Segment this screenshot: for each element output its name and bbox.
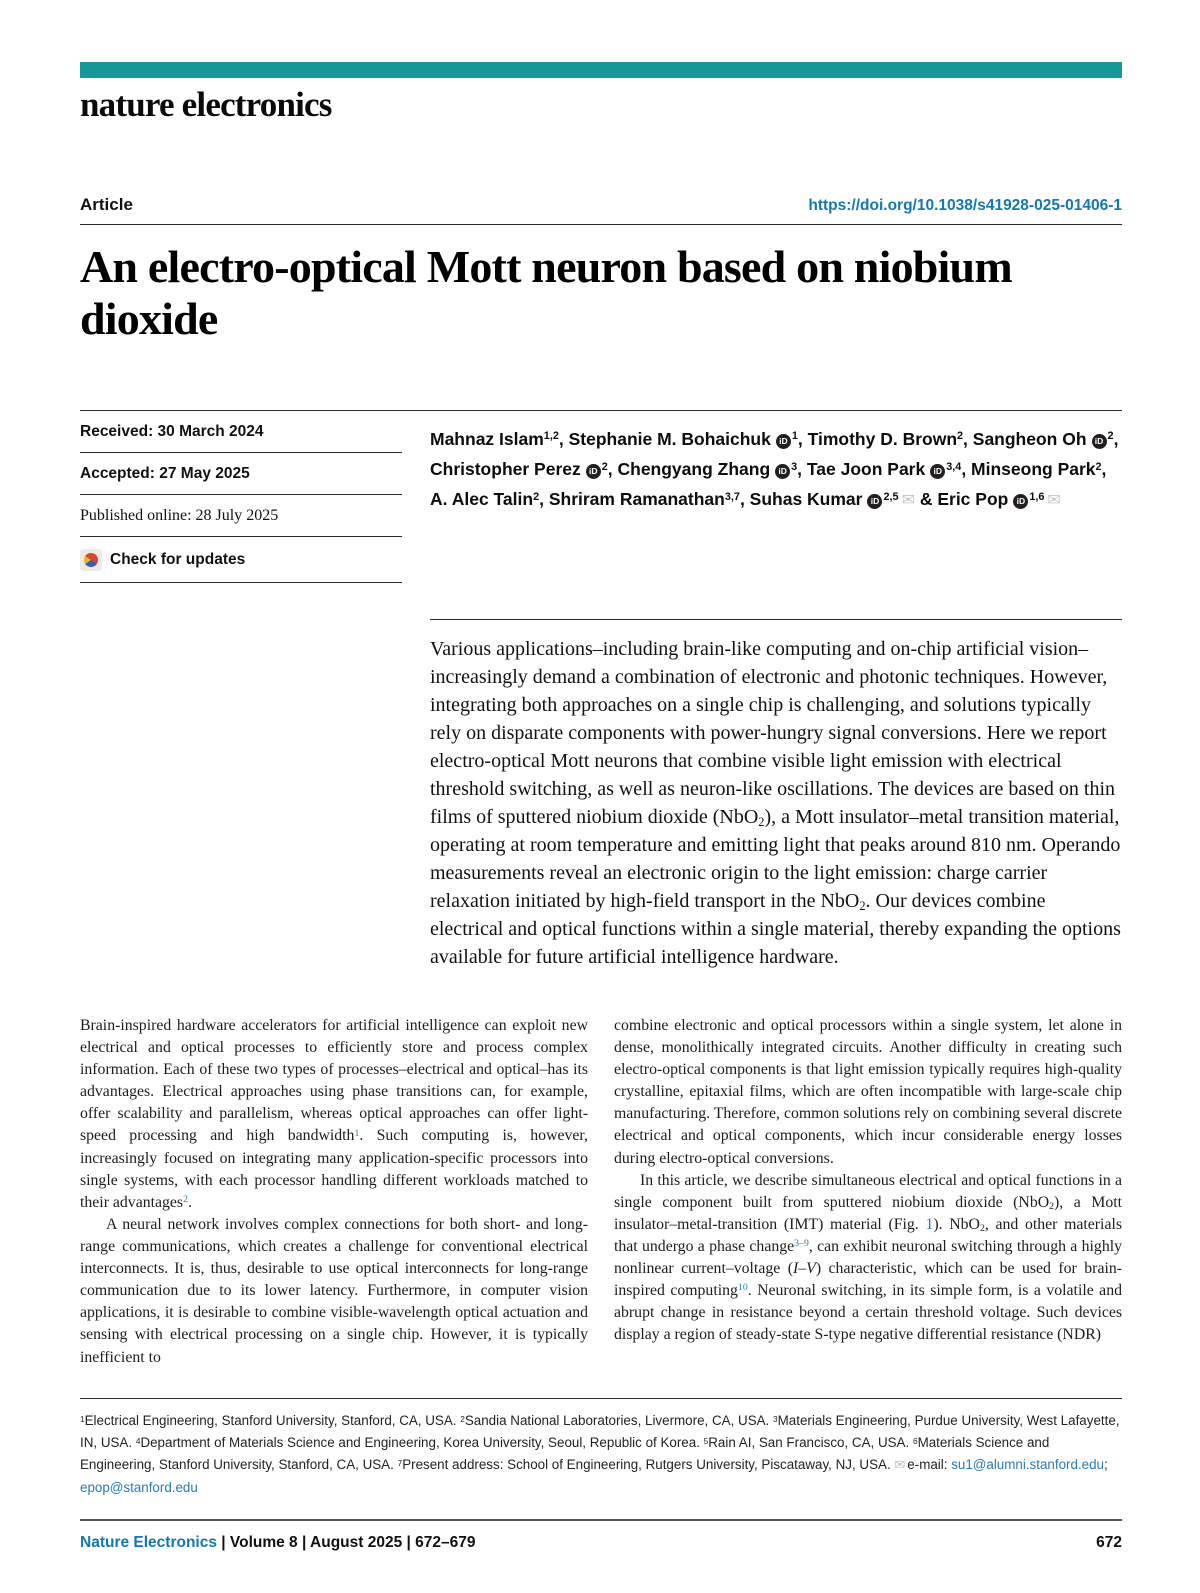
body-text xyxy=(80,1015,1122,1369)
inline-link[interactable]: su1@alumni.stanford.edu xyxy=(951,1457,1104,1473)
journal-logo: nature electronics xyxy=(80,85,332,124)
page-number: 672 xyxy=(1096,1534,1122,1551)
email-envelope-icon[interactable]: ✉ xyxy=(901,490,915,510)
email-envelope-icon[interactable]: ✉ xyxy=(1047,490,1061,510)
inline-link[interactable]: 1 xyxy=(925,1215,934,1233)
abstract: Various applications–including brain-like computing and on-chip artificial vision–increasingly demand a combination of electronic and photonic techniques. However, integrating both approaches on a single chip is challenging, and solutions typically rely on disparate components with power-hungry signal conversions. Here we report electro-optical Mott neurons that combine visible light emission with electrical threshold switching, as well as neuron-like oscillations. The devices are based on thin films of sputtered niobium dioxide (NbO$_2$), a Mott insulator–metal transition material, operating at room temperature and emitting light that peaks around 810 nm. Operando measurements reveal an electronic origin to the light emission: charge carrier relaxation initiated by high-field transport in the NbO$_2$. Our devices combine electrical and optical functions within a single material, thereby expanding the options available for future artificial intelligence hardware. xyxy=(430,619,1122,971)
crossmark-icon xyxy=(80,549,102,571)
orcid-icon[interactable]: iD xyxy=(1092,434,1107,449)
reference-link[interactable]: 10 xyxy=(737,1282,748,1294)
affiliations-footnote: $^1$Electrical Engineering, Stanford University, Stanford, CA, USA. $^2$Sandia National Laboratories, Livermore, CA, USA. $^3$Materials Engineering, Purdue University, West Lafayette, IN, USA. $^4$Department of Materials Science and Engineering, Korea University, Seoul, Republic of Korea. $^5$Rain AI, San Francisco, CA, USA. $^6$Materials Science and Engineering, Stanford University, Stanford, CA, USA. $^7$Present address: School of Engineering, Rutgers University, Piscataway, NJ, USA. ✉ e-mail: su1@alumni.stanford.edu; epop@stanford.edu xyxy=(80,1398,1122,1499)
published-date: Published online: 28 July 2025 xyxy=(80,495,402,537)
paragraph: combine electronic and optical processors within a single system, let alone in dense, monolithically integrated circuits. Another difficulty in creating such electro-optical components is that light emission typically requires high-quality crystalline, epitaxial films, which are often incompatible with large-scale chip manufacturing. Therefore, common solutions rely on combining several discrete electrical and optical components, which incur considerable energy losses during electro-optical conversions. xyxy=(614,1016,1122,1167)
reference-link[interactable]: 1 xyxy=(354,1127,360,1139)
body-column-left xyxy=(80,1015,588,1369)
orcid-icon[interactable]: iD xyxy=(930,464,945,479)
orcid-icon[interactable]: iD xyxy=(867,494,882,509)
page-title: An electro-optical Mott neuron based on niobium dioxide xyxy=(80,241,1012,345)
article-type-label: Article xyxy=(80,195,133,214)
paragraph: A neural network involves complex connections for both short- and long-range communications, which creates a challenge for conventional electrical interconnects. It is, thus, desirable to use optical interconnects for long-range communication due to its lower latency. Furthermore, in computer vision applications, it is desirable to combine visible-wavelength optical actuation and sensing with electrical processing on a single chip. However, it is typically inefficient to xyxy=(80,1215,588,1366)
check-for-updates-label: Check for updates xyxy=(110,550,246,568)
footer-volume-info: | Volume 8 | August 2025 | 672–679 xyxy=(216,1534,476,1551)
article-header-row xyxy=(80,195,1122,225)
accepted-date: Accepted: 27 May 2025 xyxy=(80,453,402,495)
orcid-icon[interactable]: iD xyxy=(586,464,601,479)
email-envelope-icon[interactable]: ✉ xyxy=(894,1458,906,1474)
author-list: Mahnaz Islam$^{1,2}$, Stephanie M. Bohaichuk iD $^1$, Timothy D. Brown$^2$, Sangheon Oh iD $^2$, Christopher Perez iD $^2$, Chengyang Zhang iD $^3$, Tae Joon Park iD $^{3,4}$, Minseong Park$^2$, A. Alec Talin$^2$, Shriram Ramanathan$^{3,7}$, Suhas Kumar iD $^{2,5}$ ✉ & Eric Pop iD $^{1,6}$ ✉ xyxy=(430,428,1119,510)
orcid-icon[interactable]: iD xyxy=(775,464,790,479)
inline-link[interactable]: epop@stanford.edu xyxy=(80,1479,198,1495)
reference-link[interactable]: 3–9 xyxy=(794,1238,809,1250)
orcid-icon[interactable]: iD xyxy=(776,434,791,449)
paragraph: In this article, we describe simultaneous electrical and optical functions in a single component built from sputtered niobium dioxide (NbO$_2$), a Mott insulator–metal-transition (IMT) material (Fig. 1). NbO$_2$, and other materials that undergo a phase change$^{3-9}$, can exhibit neuronal switching through a highly nonlinear current–voltage (I–V) characteristic, which can be used for brain-inspired computing$^{10}$. Neuronal switching, in its simple form, is a volatile and abrupt change in resistance beyond a certain threshold voltage. Such devices display a region of steady-state S-type negative differential resistance (NDR) xyxy=(614,1171,1123,1344)
received-date: Received: 30 March 2024 xyxy=(80,411,402,453)
orcid-icon[interactable]: iD xyxy=(1013,494,1028,509)
dates-column xyxy=(80,411,402,583)
reference-link[interactable]: 2 xyxy=(183,1193,188,1205)
page-footer xyxy=(80,1519,1122,1552)
footer-citation xyxy=(80,1534,476,1552)
paragraph: Brain-inspired hardware accelerators for artificial intelligence can exploit new electrical and optical processes to efficiently store and process complex information. Each of these two types of processes–electrical and optical–has its advantages. Electrical approaches using phase transitions can, for example, offer scalability and parallelism, whereas optical approaches can offer light-speed processing and high bandwidth$^1$. Such computing is, however, increasingly focused on integrating many application-specific processors into single systems, with each processor handling different workloads matched to their advantages$^2$. xyxy=(80,1016,588,1211)
doi-link[interactable]: https://doi.org/10.1038/s41928-025-01406-1 xyxy=(808,197,1122,214)
brand-teal-bar xyxy=(80,62,1122,78)
meta-section xyxy=(80,410,1122,583)
body-column-right xyxy=(614,1015,1122,1369)
footer-journal-link[interactable]: Nature Electronics xyxy=(80,1534,217,1551)
check-for-updates-button[interactable] xyxy=(80,537,402,583)
